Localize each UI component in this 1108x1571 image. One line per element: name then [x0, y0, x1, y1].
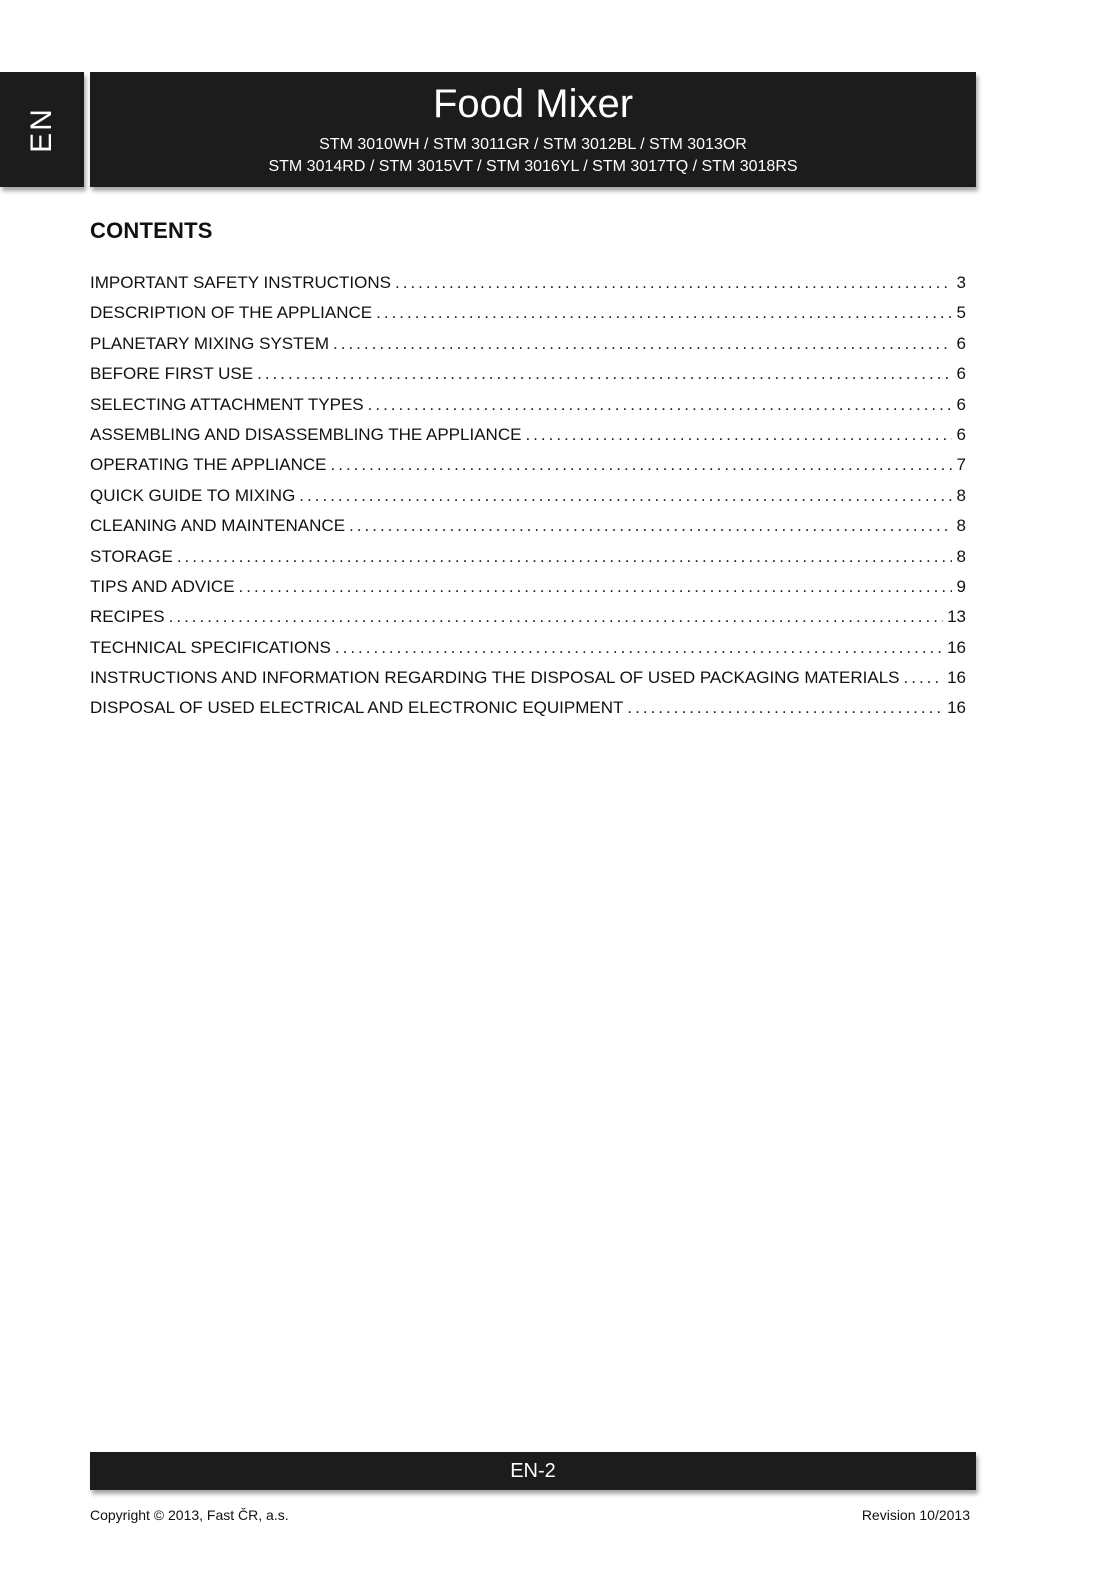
toc-entry-title: CLEANING AND MAINTENANCE — [90, 516, 346, 536]
toc-entry-title: RECIPES — [90, 607, 165, 627]
toc-leader-dots — [368, 395, 952, 415]
page-title: Food Mixer — [432, 82, 634, 126]
toc-leader-dots — [904, 668, 944, 688]
toc-leader-dots — [376, 303, 952, 323]
toc-entry[interactable] — [90, 698, 966, 728]
toc-entry-title: DISPOSAL OF USED ELECTRICAL AND ELECTRONIC EQUIPMENT — [90, 698, 624, 718]
language-tab-label: EN — [25, 106, 58, 153]
model-list-line-1: STM 3010WH / STM 3011GR / STM 3012BL / STM 3013OR — [319, 136, 747, 153]
toc-entry-title: BEFORE FIRST USE — [90, 364, 254, 384]
toc-entry[interactable] — [90, 607, 966, 637]
toc-entry[interactable] — [90, 486, 966, 516]
toc-leader-dots — [331, 455, 953, 475]
toc-entry-title: SELECTING ATTACHMENT TYPES — [90, 394, 364, 414]
toc-entry-title: TECHNICAL SPECIFICATIONS — [90, 637, 331, 657]
toc-entry-title: INSTRUCTIONS AND INFORMATION REGARDING THE DISPOSAL OF USED PACKAGING MATERIALS — [90, 668, 900, 688]
page-number: EN-2 — [510, 1459, 556, 1482]
toc-entry-title: DESCRIPTION OF THE APPLIANCE — [90, 303, 373, 323]
toc-entry-page: 8 — [956, 516, 966, 536]
toc-entry-page: 5 — [956, 303, 966, 323]
toc-entry-page: 7 — [956, 455, 966, 475]
contents-heading: CONTENTS — [90, 218, 213, 243]
toc-leader-dots — [395, 273, 952, 293]
toc-entry-page: 13 — [947, 607, 966, 627]
model-list-line-2: STM 3014RD / STM 3015VT / STM 3016YL / STM 3017TQ / STM 3018RS — [268, 158, 798, 175]
toc-entry-title: OPERATING THE APPLIANCE — [90, 455, 327, 475]
toc-leader-dots — [627, 698, 943, 718]
toc-leader-dots — [169, 607, 943, 627]
toc-entry-title: PLANETARY MIXING SYSTEM — [90, 333, 330, 353]
toc-leader-dots — [299, 486, 952, 506]
table-of-contents — [90, 273, 966, 729]
footer-bar — [90, 1452, 976, 1490]
toc-entry[interactable] — [90, 455, 966, 485]
toc-entry-title: ASSEMBLING AND DISASSEMBLING THE APPLIANCE — [90, 424, 522, 444]
toc-entry-title: IMPORTANT SAFETY INSTRUCTIONS — [90, 273, 391, 292]
toc-entry[interactable] — [90, 547, 966, 577]
toc-entry-page: 8 — [956, 485, 966, 505]
toc-entry[interactable] — [90, 364, 966, 394]
toc-leader-dots — [335, 638, 943, 658]
toc-leader-dots — [349, 516, 952, 536]
toc-entry[interactable] — [90, 303, 966, 333]
toc-entry-page: 6 — [956, 424, 966, 444]
toc-leader-dots — [257, 364, 952, 384]
toc-leader-dots — [177, 547, 952, 567]
toc-entry-page: 3 — [956, 273, 966, 292]
toc-leader-dots — [239, 577, 952, 597]
toc-entry[interactable] — [90, 577, 966, 607]
toc-entry[interactable] — [90, 334, 966, 364]
toc-leader-dots — [333, 334, 952, 354]
toc-entry-page: 16 — [947, 668, 966, 688]
toc-entry[interactable] — [90, 668, 966, 698]
toc-entry-page: 6 — [956, 364, 966, 384]
toc-entry-page: 6 — [956, 333, 966, 353]
toc-entry[interactable] — [90, 395, 966, 425]
language-tab — [0, 72, 84, 187]
toc-entry-page: 6 — [956, 394, 966, 414]
toc-entry[interactable] — [90, 638, 966, 668]
toc-entry-title: STORAGE — [90, 546, 173, 566]
toc-entry-page: 9 — [956, 576, 966, 596]
toc-entry-page: 8 — [956, 546, 966, 566]
toc-leader-dots — [525, 425, 952, 445]
toc-entry-page: 16 — [947, 698, 966, 718]
header-bar — [90, 72, 976, 187]
toc-entry[interactable] — [90, 273, 966, 303]
toc-entry[interactable] — [90, 425, 966, 455]
revision-label: Revision 10/2013 — [861, 1507, 970, 1523]
copyright-notice: Copyright © 2013, Fast ČR, a.s. — [90, 1507, 289, 1523]
toc-entry-title: QUICK GUIDE TO MIXING — [90, 485, 296, 505]
toc-entry-title: TIPS AND ADVICE — [90, 576, 235, 596]
toc-entry[interactable] — [90, 516, 966, 546]
toc-entry-page: 16 — [947, 637, 966, 657]
